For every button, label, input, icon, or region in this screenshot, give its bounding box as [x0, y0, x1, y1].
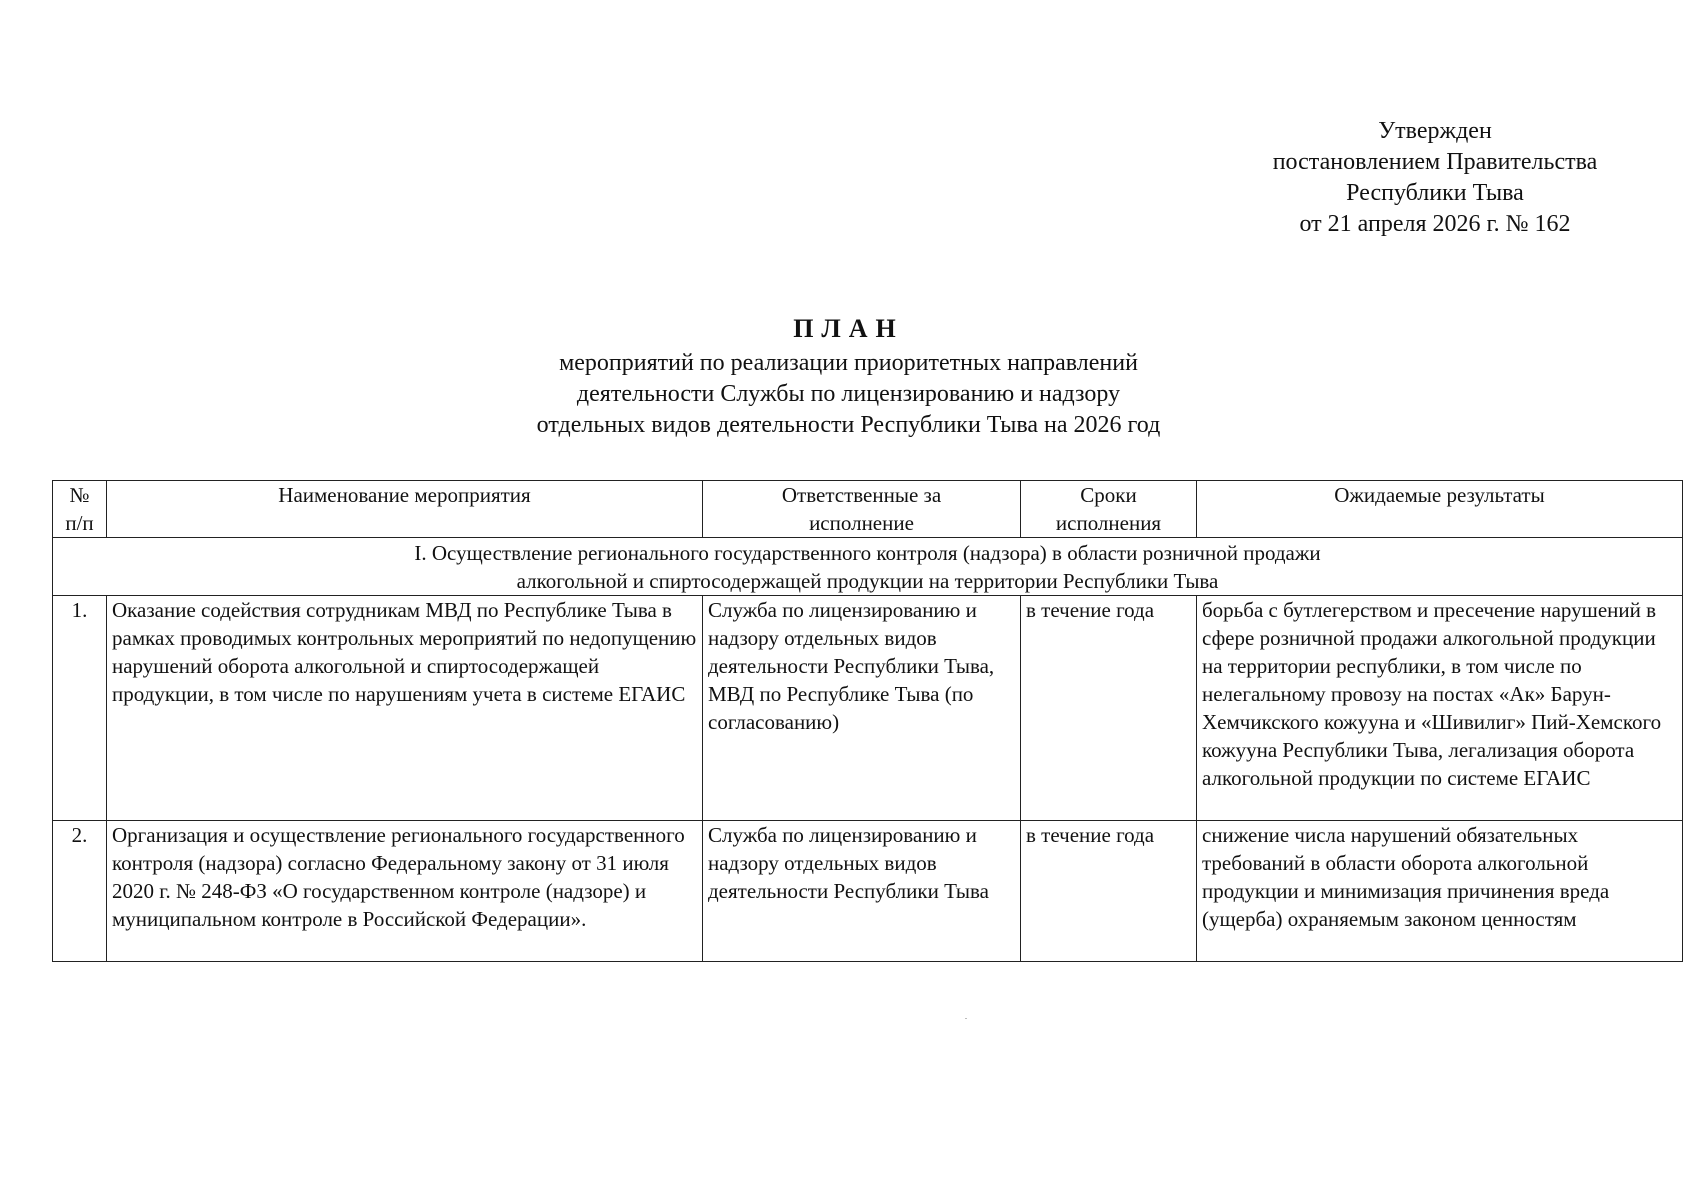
- header-responsible: [703, 481, 1021, 538]
- header-deadline-line-2: исполнения: [1055, 511, 1162, 535]
- row-responsible: [703, 821, 1021, 962]
- section-heading: [53, 538, 1683, 596]
- row-number-text: 2.: [71, 823, 88, 847]
- header-responsible-line-2: исполнение: [809, 511, 914, 535]
- document-subtitle: [0, 348, 1697, 441]
- row-results: [1197, 821, 1683, 962]
- header-number-line-2: п/п: [65, 511, 94, 535]
- row-results-text: борьба с бутлегерством и пресечение нарушений в сфере розничной продажи алкогольной продукции на территории республики, в том числе по нелегальному провозу на постах «Ак» Барун-Хемчикского кожууна и «Шивилиг» Пий-Хемского кожууна Республики Тыва, легализация оборота алкогольной продукции по системе ЕГАИС: [1202, 598, 1662, 790]
- row-responsible-text: Служба по лицензированию и надзору отдельных видов деятельности Республики Тыва: [708, 823, 989, 903]
- row-deadline: [1021, 596, 1197, 821]
- row-name: [107, 596, 703, 821]
- approval-line-1: Утвержден: [1378, 118, 1492, 144]
- row-name-text: Оказание содействия сотрудникам МВД по Республике Тыва в рамках проводимых контрольных мероприятий по недопущению нарушений оборота алкогольной и спиртосодержащей продукции, в том числе по нарушениям учета в системе ЕГАИС: [112, 598, 697, 706]
- row-deadline-text: в течение года: [1026, 598, 1155, 622]
- row-results: [1197, 596, 1683, 821]
- row-name-text: Организация и осуществление регионального государственного контроля (надзора) согласно Федеральному закону от 31 июля 2020 г. № 248-ФЗ «О государственном контроле (надзоре) и муниципальном контроле в Российской Федерации».: [112, 823, 685, 931]
- header-deadline-line-1: Сроки: [1080, 483, 1137, 507]
- row-responsible: [703, 596, 1021, 821]
- subtitle-line-2: деятельности Службы по лицензированию и надзору: [576, 381, 1121, 407]
- table-row: [53, 596, 1683, 821]
- scan-speck: [965, 1018, 967, 1019]
- header-deadline: [1021, 481, 1197, 538]
- approval-line-2: постановлением Правительства: [1272, 149, 1598, 175]
- header-number: [53, 481, 107, 538]
- row-name: [107, 821, 703, 962]
- document-title: ПЛАН: [793, 314, 904, 343]
- table-header-row: [53, 481, 1683, 538]
- approval-line-3: Республики Тыва: [1346, 180, 1524, 206]
- row-results-text: снижение числа нарушений обязательных требований в области оборота алкогольной продукции и минимизация причинения вреда (ущерба) охраняемым законом ценностям: [1202, 823, 1610, 931]
- header-responsible-line-1: Ответственные за: [781, 483, 942, 507]
- section-heading-line-2: алкогольной и спиртосодержащей продукции на территории Республики Тыва: [516, 569, 1219, 593]
- row-deadline-text: в течение года: [1026, 823, 1155, 847]
- subtitle-line-3: отдельных видов деятельности Республики Тыва на 2026 год: [536, 412, 1161, 438]
- row-number-text: 1.: [71, 598, 88, 622]
- section-heading-line-1: I. Осуществление регионального государственного контроля (надзора) в области розничной продажи: [414, 541, 1321, 565]
- row-number: [53, 596, 107, 821]
- header-name: [107, 481, 703, 538]
- row-responsible-text: Служба по лицензированию и надзору отдельных видов деятельности Республики Тыва, МВД по Республике Тыва (по согласованию): [708, 598, 995, 734]
- approval-stamp: [1250, 116, 1620, 240]
- table-row: [53, 821, 1683, 962]
- plan-table: [52, 480, 1683, 962]
- section-row: [53, 538, 1683, 596]
- header-number-line-1: №: [69, 483, 90, 507]
- header-results: [1197, 481, 1683, 538]
- approval-line-4: от 21 апреля 2026 г. № 162: [1299, 211, 1571, 237]
- subtitle-line-1: мероприятий по реализации приоритетных направлений: [559, 350, 1138, 376]
- row-deadline: [1021, 821, 1197, 962]
- header-name-text: Наименование мероприятия: [278, 483, 531, 507]
- header-results-text: Ожидаемые результаты: [1334, 483, 1545, 507]
- row-number: [53, 821, 107, 962]
